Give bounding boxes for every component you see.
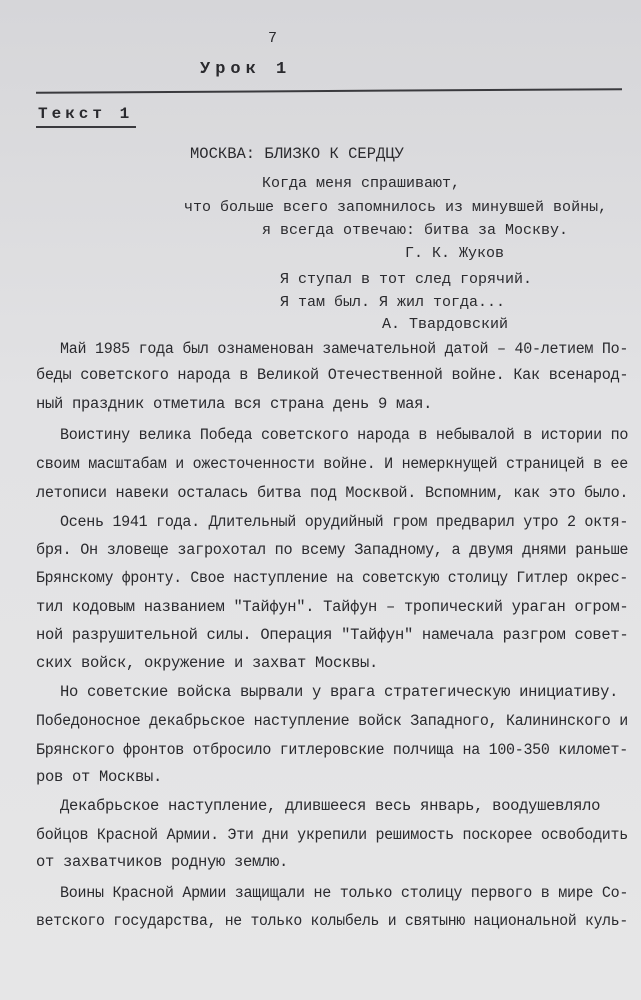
body-line: Осень 1941 года. Длительный орудийный гром предварил утро 2 октя- [60, 513, 629, 531]
body-line: бря. Он зловеще загрохотал по всему Западному, а двумя днями раньше [36, 541, 629, 559]
body-line: Воистину велика Победа советского народа в небывалой в истории по [60, 426, 629, 444]
epigraph-line: что больше всего запомнилось из минувшей войны, [184, 199, 608, 216]
epigraph-line: Я ступал в тот след горячий. [280, 271, 533, 288]
header-rule [36, 88, 622, 94]
body-line: ров от Москвы. [36, 768, 163, 786]
epigraph-line: Я там был. Я жил тогда... [280, 294, 506, 311]
epigraph-line: я всегда отвечаю: битва за Москву. [262, 222, 569, 239]
text-label-underline [36, 126, 136, 128]
epigraph-author: А. Твардовский [382, 316, 509, 333]
body-line: Декабрьское наступление, длившееся весь январь, воодушевляло [60, 797, 601, 815]
body-line: Воины Красной Армии защищали не только столицу первого в мире Со- [60, 884, 629, 902]
epigraph-line: Когда меня спрашивают, [262, 175, 461, 192]
text-label: Текст 1 [38, 105, 134, 123]
body-line: Победоносное декабрьское наступление войск Западного, Калининского и [36, 712, 628, 730]
body-line: своим масштабам и ожесточенности войне. И немеркнущей страницей в ее [36, 455, 628, 473]
body-line: ный праздник отметила вся страна день 9 мая. [36, 395, 433, 413]
body-line: Но советские войска вырвали у врага стратегическую инициативу. [60, 683, 619, 701]
body-line: летописи навеки осталась битва под Москвой. Вспомним, как это было. [36, 484, 629, 502]
article-title: МОСКВА: БЛИЗКО К СЕРДЦУ [190, 145, 404, 163]
body-line: тил кодовым названием "Тайфун". Тайфун – тропический ураган огром- [36, 598, 629, 616]
body-line: от захватчиков родную землю. [36, 853, 289, 871]
body-line: беды советского народа в Великой Отечественной войне. Как всенарод- [36, 366, 629, 384]
body-line: Май 1985 года был ознаменован замечательной датой – 40-летием По- [60, 340, 629, 358]
page-number: 7 [268, 30, 278, 47]
body-line: Брянскому фронту. Свое наступление на советскую столицу Гитлер окрес- [36, 569, 628, 587]
body-line: Брянского фронтов отбросило гитлеровские полчища на 100-350 километ- [36, 741, 628, 759]
body-line: ветского государства, не только колыбель и святыню национальной куль- [36, 912, 628, 930]
lesson-heading: Урок 1 [200, 60, 292, 79]
body-line: бойцов Красной Армии. Эти дни укрепили решимость поскорее освободить [36, 826, 628, 844]
body-line: ной разрушительной силы. Операция "Тайфун" намечала разгром совет- [36, 626, 629, 644]
body-line: ских войск, окружение и захват Москвы. [36, 654, 379, 672]
epigraph-author: Г. К. Жуков [405, 245, 505, 262]
